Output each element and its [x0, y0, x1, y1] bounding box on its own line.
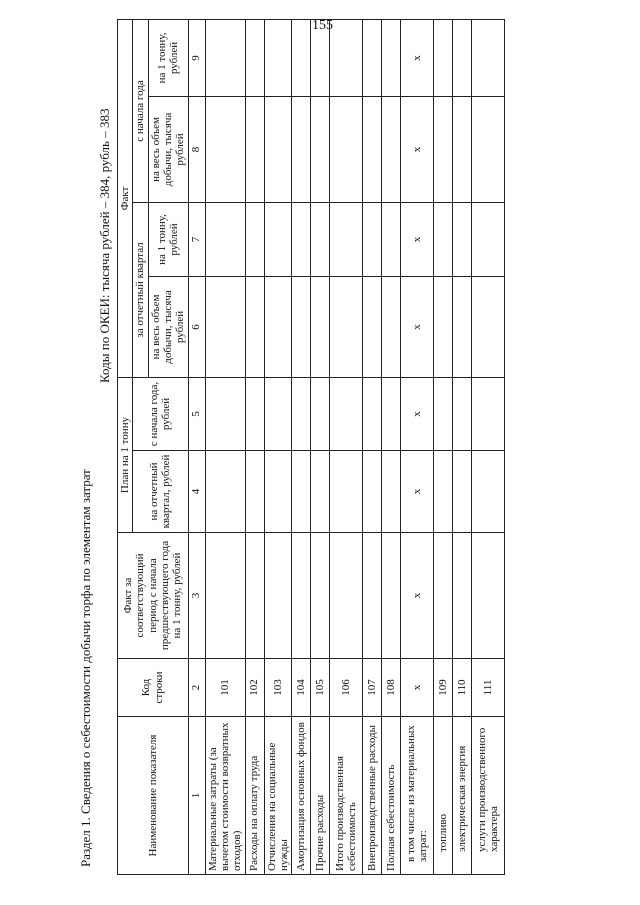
- value-cell: [311, 202, 330, 276]
- row-code: 106: [330, 659, 363, 717]
- value-cell: [434, 451, 453, 533]
- row-code: 108: [382, 659, 401, 717]
- value-cell: [472, 533, 505, 659]
- table-row: [382, 19, 401, 874]
- value-cell: [453, 202, 472, 276]
- value-cell: [330, 96, 363, 202]
- value-cell: [382, 451, 401, 533]
- header-plan-group: План на 1 тонну: [118, 377, 133, 532]
- value-cell: [292, 276, 311, 377]
- value-cell: [311, 96, 330, 202]
- header-fact-year-group: с начала года: [133, 19, 148, 202]
- table-row: [264, 19, 292, 874]
- row-code: 102: [245, 659, 264, 717]
- value-cell: [434, 377, 453, 450]
- value-cell: [434, 276, 453, 377]
- table-body: [205, 19, 505, 874]
- row-indicator-name: услуги производственного характера: [472, 717, 505, 875]
- value-cell: [205, 19, 245, 96]
- row-indicator-name: Прочие расходы: [311, 717, 330, 875]
- value-cell: [382, 19, 401, 96]
- value-cell: [453, 533, 472, 659]
- value-cell: [292, 96, 311, 202]
- row-code: 109: [434, 659, 453, 717]
- value-cell: [434, 19, 453, 96]
- value-cell: [382, 377, 401, 450]
- value-cell: [363, 96, 382, 202]
- value-cell: [382, 96, 401, 202]
- row-code: 105: [311, 659, 330, 717]
- column-number: 7: [188, 202, 205, 276]
- value-cell: [292, 19, 311, 96]
- value-cell: [472, 276, 505, 377]
- value-cell: [330, 276, 363, 377]
- table-row: [330, 19, 363, 874]
- value-cell: [264, 96, 292, 202]
- row-code: 111: [472, 659, 505, 717]
- value-cell: х: [401, 96, 434, 202]
- value-cell: [292, 202, 311, 276]
- column-number: 9: [188, 19, 205, 96]
- value-cell: [330, 533, 363, 659]
- cost-table: [117, 19, 505, 875]
- value-cell: [434, 96, 453, 202]
- value-cell: [382, 202, 401, 276]
- value-cell: [245, 451, 264, 533]
- row-code: 104: [292, 659, 311, 717]
- value-cell: [245, 202, 264, 276]
- value-cell: [453, 377, 472, 450]
- header-fact-total-year: на весь объем добычи, тысяча рублей: [148, 96, 188, 202]
- value-cell: [245, 377, 264, 450]
- header-indicator: Наименование показателя: [118, 717, 189, 875]
- value-cell: [245, 96, 264, 202]
- value-cell: [363, 19, 382, 96]
- column-number: 4: [188, 451, 205, 533]
- value-cell: [453, 451, 472, 533]
- page-number: 155: [312, 18, 333, 33]
- value-cell: [205, 533, 245, 659]
- value-cell: х: [401, 19, 434, 96]
- value-cell: [245, 276, 264, 377]
- table-row: [401, 19, 434, 874]
- row-indicator-name: в том числе из материальных затрат:: [401, 717, 434, 875]
- row-code: 101: [205, 659, 245, 717]
- row-indicator-name: Внепроизводственные расходы: [363, 717, 382, 875]
- row-indicator-name: электрическая энергия: [453, 717, 472, 875]
- value-cell: [434, 533, 453, 659]
- value-cell: х: [401, 377, 434, 450]
- value-cell: [382, 276, 401, 377]
- table-row: [311, 19, 330, 874]
- value-cell: [382, 533, 401, 659]
- value-cell: х: [401, 276, 434, 377]
- row-indicator-name: топливо: [434, 717, 453, 875]
- value-cell: [205, 377, 245, 450]
- column-number: 2: [188, 659, 205, 717]
- value-cell: х: [401, 533, 434, 659]
- header-code: Код строки: [118, 659, 189, 717]
- column-number: 8: [188, 96, 205, 202]
- row-indicator-name: Расходы на оплату труда: [245, 717, 264, 875]
- value-cell: [205, 202, 245, 276]
- section-title: Раздел 1. Сведения о себестоимости добычи торфа по элементам затрат: [78, 469, 93, 867]
- column-number: 5: [188, 377, 205, 450]
- header-plan-year: с начала года, рублей: [133, 377, 188, 450]
- header-fact-per-ton-year: на 1 тонну, рублей: [148, 19, 188, 96]
- row-code: 103: [264, 659, 292, 717]
- value-cell: [363, 377, 382, 450]
- row-indicator-name: Полная себестоимость: [382, 717, 401, 875]
- value-cell: [311, 276, 330, 377]
- value-cell: [330, 377, 363, 450]
- value-cell: [205, 96, 245, 202]
- value-cell: [434, 202, 453, 276]
- header-fact-quarter-group: за отчетный квартал: [133, 202, 148, 377]
- row-indicator-name: Амортизация основных фондов: [292, 717, 311, 875]
- value-cell: [311, 451, 330, 533]
- row-indicator-name: Отчисления на социальные нужды: [264, 717, 292, 875]
- value-cell: [311, 19, 330, 96]
- value-cell: [330, 451, 363, 533]
- value-cell: [245, 533, 264, 659]
- value-cell: [330, 19, 363, 96]
- value-cell: [245, 19, 264, 96]
- row-code: х: [401, 659, 434, 717]
- table-row: [245, 19, 264, 874]
- value-cell: [363, 276, 382, 377]
- value-cell: х: [401, 202, 434, 276]
- value-cell: [472, 451, 505, 533]
- value-cell: [472, 19, 505, 96]
- row-code: 110: [453, 659, 472, 717]
- table-row: [434, 19, 453, 874]
- table-row: [472, 19, 505, 874]
- header-plan-quarter: на отчетный квартал, рублей: [133, 451, 188, 533]
- table-row: [453, 19, 472, 874]
- value-cell: [264, 202, 292, 276]
- value-cell: [264, 451, 292, 533]
- row-indicator-name: Материальные затраты (за вычетом стоимости возвратных отходов): [205, 717, 245, 875]
- value-cell: [363, 533, 382, 659]
- column-number: 1: [188, 717, 205, 875]
- value-cell: [453, 276, 472, 377]
- value-cell: [363, 451, 382, 533]
- table-row: [292, 19, 311, 874]
- value-cell: [472, 377, 505, 450]
- value-cell: [264, 533, 292, 659]
- value-cell: [453, 96, 472, 202]
- value-cell: [311, 533, 330, 659]
- column-number: 6: [188, 276, 205, 377]
- value-cell: [472, 202, 505, 276]
- value-cell: [453, 19, 472, 96]
- row-indicator-name: Итого производственная себестоимость: [330, 717, 363, 875]
- header-fact-group: Факт: [118, 19, 133, 377]
- table-row: [363, 19, 382, 874]
- table-row: [205, 19, 245, 874]
- value-cell: [205, 451, 245, 533]
- value-cell: х: [401, 451, 434, 533]
- value-cell: [330, 202, 363, 276]
- value-cell: [472, 96, 505, 202]
- column-number: 3: [188, 533, 205, 659]
- header-prev-fact: Факт за соответствующий период с начала предшествующего года на 1 тонну, рублей: [118, 533, 189, 659]
- value-cell: [363, 202, 382, 276]
- value-cell: [292, 533, 311, 659]
- value-cell: [264, 19, 292, 96]
- value-cell: [311, 377, 330, 450]
- column-number-row: [188, 19, 205, 874]
- value-cell: [292, 377, 311, 450]
- value-cell: [205, 276, 245, 377]
- row-code: 107: [363, 659, 382, 717]
- header-fact-per-ton: на 1 тонну, рублей: [148, 202, 188, 276]
- value-cell: [264, 276, 292, 377]
- okei-codes-note: Коды по ОКЕИ: тысяча рублей – 384, рубль – 383: [97, 108, 112, 383]
- value-cell: [292, 451, 311, 533]
- header-fact-total: на весь объем добычи, тысяча рублей: [148, 276, 188, 377]
- value-cell: [264, 377, 292, 450]
